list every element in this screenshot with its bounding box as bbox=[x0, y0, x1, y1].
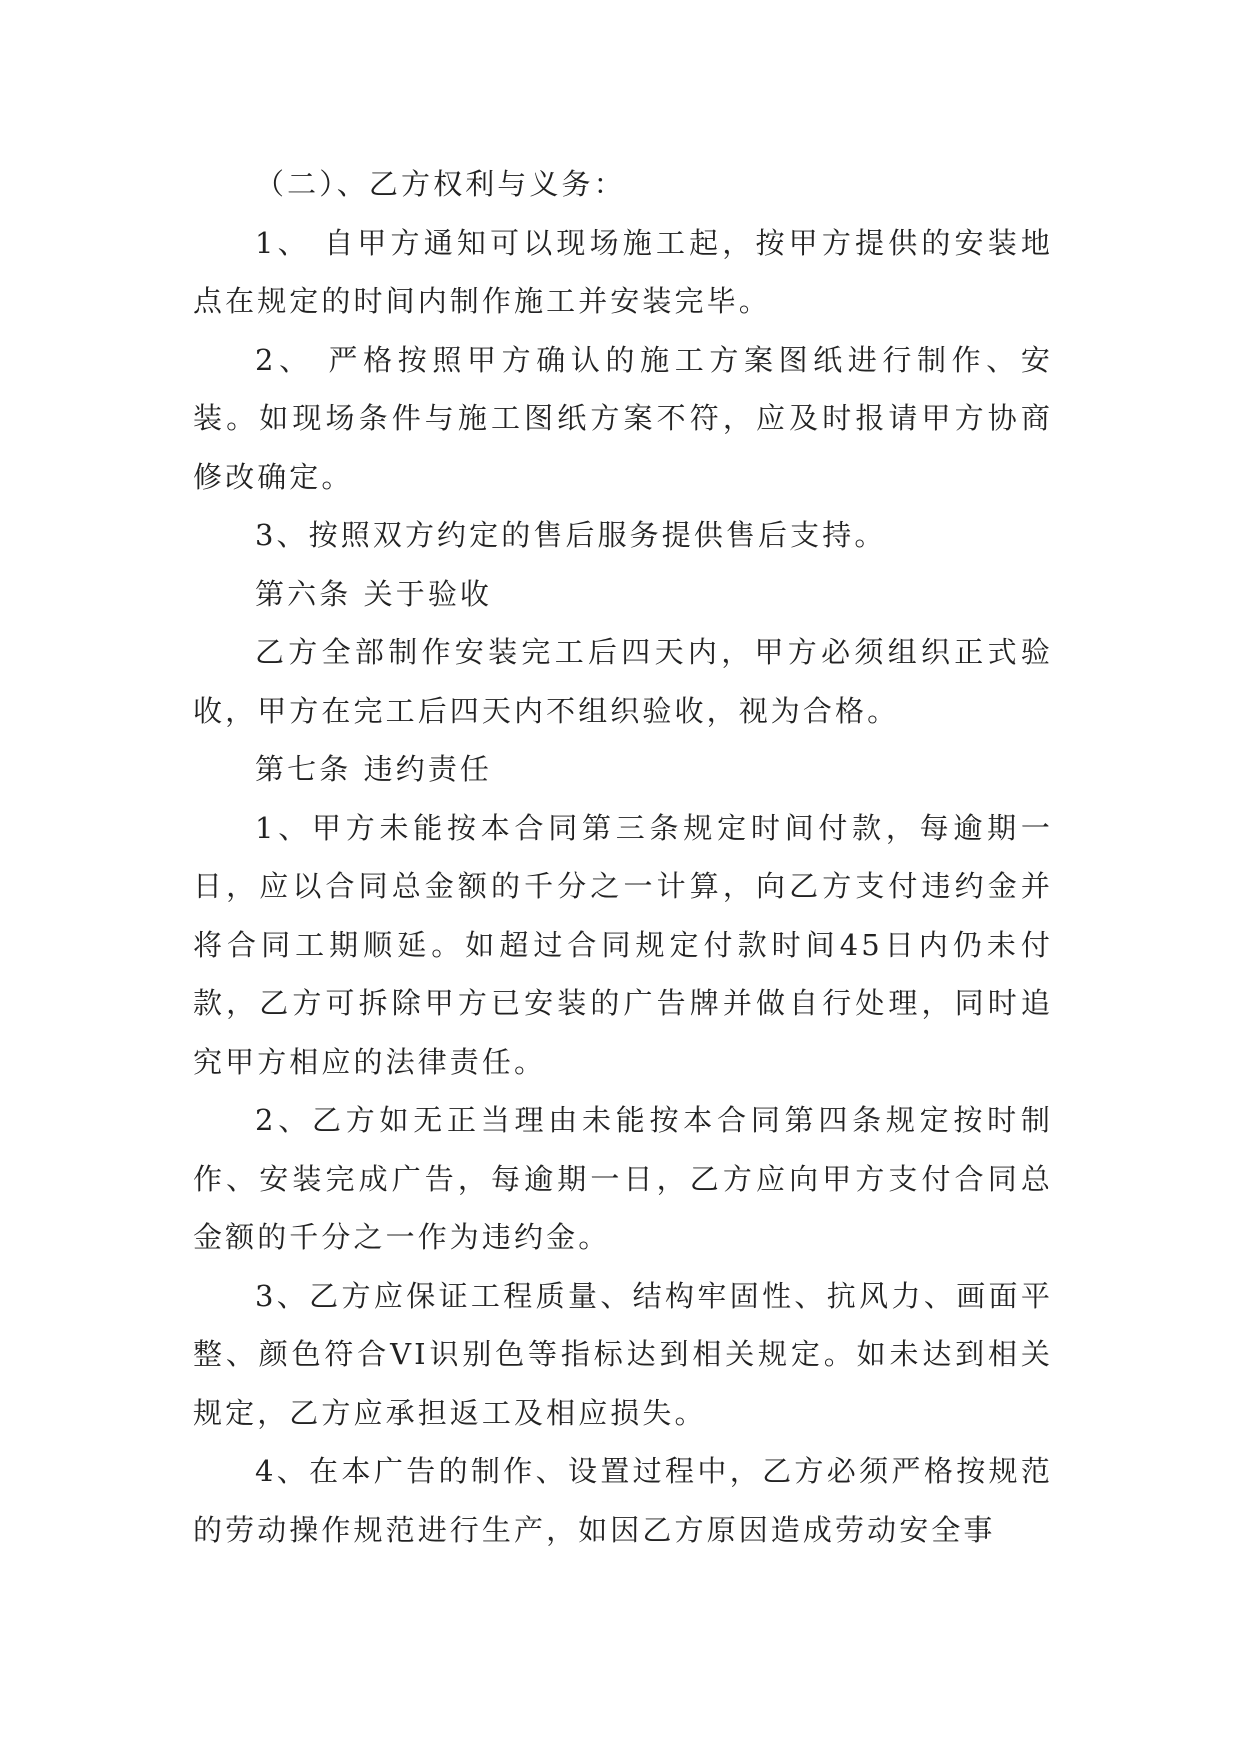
clause-paragraph: 1、 自甲方通知可以现场施工起，按甲方提供的安装地点在规定的时间内制作施工并安装完毕。 bbox=[193, 225, 1053, 318]
clause-paragraph: 2、乙方如无正当理由未能按本合同第四条规定按时制作、安装完成广告，每逾期一日，乙方应向甲方支付合同总金额的千分之一作为违约金。 bbox=[193, 1103, 1053, 1254]
clause-paragraph: 2、 严格按照甲方确认的施工方案图纸进行制作、安装。如现场条件与施工图纸方案不符，应及时报请甲方协商修改确定。 bbox=[193, 342, 1053, 494]
clause-paragraph: 乙方全部制作安装完工后四天内，甲方必须组织正式验收，甲方在完工后四天内不组织验收，视为合格。 bbox=[193, 635, 1053, 728]
section-heading-party-b-rights: （二）、乙方权利与义务： bbox=[255, 167, 626, 201]
document-body bbox=[193, 155, 1053, 1559]
clause-paragraph: 3、按照双方约定的售后服务提供售后支持。 bbox=[255, 518, 887, 552]
clause-paragraph: 4、在本广告的制作、设置过程中，乙方必须严格按规范的劳动操作规范进行生产，如因乙方原因造成劳动安全事 bbox=[193, 1454, 1053, 1547]
article-heading-acceptance: 第六条 关于验收 bbox=[255, 576, 493, 611]
clause-paragraph: 3、乙方应保证工程质量、结构牢固性、抗风力、画面平整、颜色符合VI识别色等指标达到相关规定。如未达到相关规定，乙方应承担返工及相应损失。 bbox=[193, 1278, 1053, 1430]
clause-paragraph: 1、甲方未能按本合同第三条规定时间付款，每逾期一日，应以合同总金额的千分之一计算，向乙方支付违约金并将合同工期顺延。如超过合同规定付款时间45日内仍未付款，乙方可拆除甲方已安装的广告牌并做自行处理，同时追究甲方相应的法律责任。 bbox=[193, 810, 1053, 1079]
article-heading-liability: 第七条 违约责任 bbox=[255, 752, 493, 786]
